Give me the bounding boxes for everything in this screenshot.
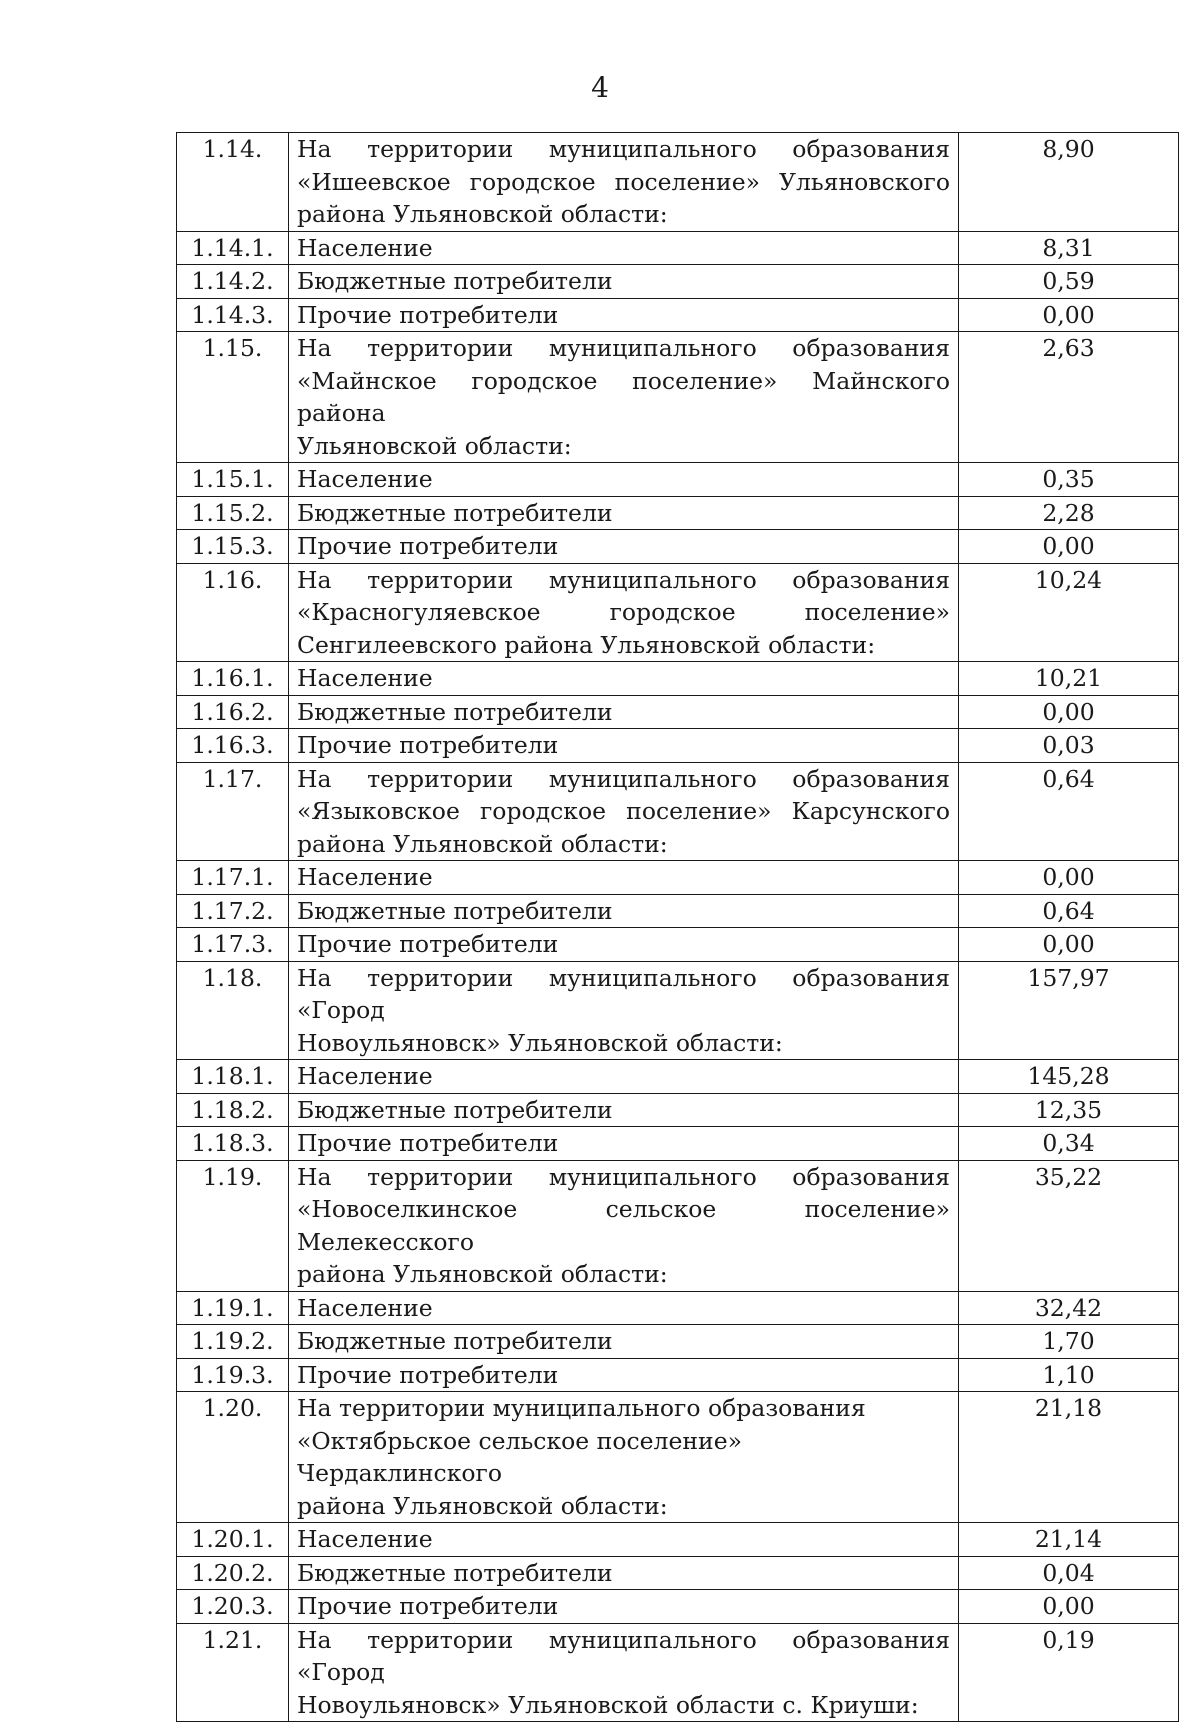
table-row — [177, 231, 1179, 265]
table-row — [177, 729, 1179, 763]
row-value: 0,00 — [959, 530, 1179, 564]
row-value: 2,63 — [959, 332, 1179, 463]
tariff-table — [176, 132, 1179, 1722]
row-description — [289, 1358, 959, 1392]
description-line: На территории муниципального образования — [297, 764, 950, 793]
row-description — [289, 265, 959, 299]
row-description — [289, 332, 959, 463]
row-number: 1.17.2. — [177, 894, 289, 928]
row-number: 1.15.1. — [177, 463, 289, 497]
description-line: Население — [297, 664, 433, 692]
row-number: 1.18. — [177, 961, 289, 1060]
description-line: На территории муниципального образования «Город — [297, 963, 950, 1024]
row-description — [289, 961, 959, 1060]
row-number: 1.19.3. — [177, 1358, 289, 1392]
table-row — [177, 1060, 1179, 1094]
row-value: 32,42 — [959, 1291, 1179, 1325]
row-value: 2,28 — [959, 496, 1179, 530]
row-number: 1.18.1. — [177, 1060, 289, 1094]
row-value: 8,90 — [959, 133, 1179, 232]
table-row — [177, 530, 1179, 564]
description-line: На территории муниципального образования — [297, 135, 950, 163]
table-row — [177, 496, 1179, 530]
row-value: 145,28 — [959, 1060, 1179, 1094]
row-description — [289, 1392, 959, 1523]
table-row — [177, 861, 1179, 895]
row-number: 1.19. — [177, 1160, 289, 1291]
description-line: «Майнское городское поселение» Майнского района — [297, 366, 950, 427]
row-description — [289, 729, 959, 763]
description-line: района Ульяновской области: — [297, 1491, 668, 1520]
description-line: Ульяновской области: — [297, 431, 572, 460]
row-description — [289, 1127, 959, 1161]
table-row — [177, 1523, 1179, 1557]
row-number: 1.18.3. — [177, 1127, 289, 1161]
row-number: 1.16. — [177, 563, 289, 662]
description-line: Бюджетные потребители — [297, 896, 613, 925]
row-number: 1.14.1. — [177, 231, 289, 265]
row-value: 0,59 — [959, 265, 1179, 299]
table-row — [177, 332, 1179, 463]
row-number: 1.18.2. — [177, 1093, 289, 1127]
table-row — [177, 563, 1179, 662]
row-description — [289, 861, 959, 895]
description-line: На территории муниципального образования — [297, 1162, 950, 1191]
row-number: 1.15.2. — [177, 496, 289, 530]
row-value: 21,18 — [959, 1392, 1179, 1523]
table-row — [177, 1291, 1179, 1325]
description-line: Новоульяновск» Ульяновской области с. Криуши: — [297, 1690, 919, 1719]
table-row — [177, 1325, 1179, 1359]
description-line: Бюджетные потребители — [297, 267, 613, 295]
table-row — [177, 265, 1179, 299]
row-description — [289, 530, 959, 564]
row-description — [289, 695, 959, 729]
row-value: 0,64 — [959, 762, 1179, 861]
row-number: 1.17. — [177, 762, 289, 861]
table-row — [177, 463, 1179, 497]
description-line: Новоульяновск» Ульяновской области: — [297, 1028, 783, 1057]
row-number: 1.20. — [177, 1392, 289, 1523]
row-value: 0,00 — [959, 298, 1179, 332]
row-value: 35,22 — [959, 1160, 1179, 1291]
row-number: 1.19.1. — [177, 1291, 289, 1325]
row-description — [289, 1556, 959, 1590]
row-number: 1.14. — [177, 133, 289, 232]
row-number: 1.20.3. — [177, 1590, 289, 1624]
row-description — [289, 1093, 959, 1127]
row-value: 0,19 — [959, 1623, 1179, 1722]
row-number: 1.14.2. — [177, 265, 289, 299]
description-line: На территории муниципального образования — [297, 1394, 866, 1422]
table-row — [177, 1127, 1179, 1161]
description-line: Бюджетные потребители — [297, 1327, 613, 1355]
row-number: 1.17.1. — [177, 861, 289, 895]
row-value: 0,00 — [959, 861, 1179, 895]
row-number: 1.16.3. — [177, 729, 289, 763]
row-value: 157,97 — [959, 961, 1179, 1060]
row-value: 12,35 — [959, 1093, 1179, 1127]
table-row — [177, 1590, 1179, 1624]
table-row — [177, 762, 1179, 861]
row-description — [289, 133, 959, 232]
row-number: 1.17.3. — [177, 928, 289, 962]
tariff-table-body — [177, 133, 1179, 1722]
row-number: 1.15. — [177, 332, 289, 463]
description-line: Прочие потребители — [297, 300, 559, 329]
description-line: Сенгилеевского района Ульяновской области: — [297, 630, 876, 659]
description-line: Прочие потребители — [297, 1129, 559, 1157]
row-description — [289, 894, 959, 928]
description-line: «Новоселкинское сельское поселение» Мелекесского — [297, 1195, 950, 1256]
row-description — [289, 563, 959, 662]
description-line: «Языковское городское поселение» Карсунского — [297, 797, 950, 825]
row-description — [289, 298, 959, 332]
description-line: Бюджетные потребители — [297, 1095, 613, 1124]
row-value: 8,31 — [959, 231, 1179, 265]
table-row — [177, 961, 1179, 1060]
table-row — [177, 1556, 1179, 1590]
description-line: Прочие потребители — [297, 532, 559, 560]
row-description — [289, 496, 959, 530]
row-value: 10,24 — [959, 563, 1179, 662]
row-value: 0,35 — [959, 463, 1179, 497]
row-description — [289, 762, 959, 861]
description-line: Население — [297, 233, 433, 262]
row-description — [289, 1160, 959, 1291]
row-number: 1.21. — [177, 1623, 289, 1722]
row-number: 1.14.3. — [177, 298, 289, 332]
description-line: «Ишеевское городское поселение» Ульяновского — [297, 167, 950, 196]
description-line: Население — [297, 1062, 433, 1090]
row-value: 0,04 — [959, 1556, 1179, 1590]
row-description — [289, 463, 959, 497]
table-row — [177, 695, 1179, 729]
table-row — [177, 1358, 1179, 1392]
row-number: 1.20.2. — [177, 1556, 289, 1590]
description-line: На территории муниципального образования — [297, 334, 950, 362]
row-description — [289, 231, 959, 265]
description-line: Прочие потребители — [297, 731, 559, 759]
table-row — [177, 1160, 1179, 1291]
table-row — [177, 928, 1179, 962]
description-line: На территории муниципального образования «Город — [297, 1625, 950, 1686]
description-line: «Октябрьское сельское поселение» Чердаклинского — [297, 1426, 743, 1487]
row-value: 0,03 — [959, 729, 1179, 763]
row-description — [289, 1623, 959, 1722]
row-number: 1.20.1. — [177, 1523, 289, 1557]
table-row — [177, 1623, 1179, 1722]
row-number: 1.19.2. — [177, 1325, 289, 1359]
row-value: 0,00 — [959, 928, 1179, 962]
table-row — [177, 662, 1179, 696]
description-line: «Красногуляевское городское поселение» — [297, 598, 950, 626]
description-line: района Ульяновской области: — [297, 829, 668, 858]
description-line: Прочие потребители — [297, 1360, 559, 1389]
description-line: Бюджетные потребители — [297, 498, 613, 527]
row-number: 1.16.2. — [177, 695, 289, 729]
description-line: Бюджетные потребители — [297, 697, 613, 726]
description-line: района Ульяновской области: — [297, 200, 668, 228]
description-line: На территории муниципального образования — [297, 565, 950, 594]
row-description — [289, 928, 959, 962]
row-value: 0,00 — [959, 1590, 1179, 1624]
table-row — [177, 1392, 1179, 1523]
description-line: Прочие потребители — [297, 930, 559, 958]
row-description — [289, 662, 959, 696]
row-description — [289, 1325, 959, 1359]
description-line: Бюджетные потребители — [297, 1558, 613, 1587]
table-row — [177, 298, 1179, 332]
row-value: 0,64 — [959, 894, 1179, 928]
description-line: района Ульяновской области: — [297, 1260, 668, 1288]
description-line: Прочие потребители — [297, 1592, 559, 1620]
table-row — [177, 894, 1179, 928]
description-line: Население — [297, 1293, 433, 1322]
table-row — [177, 1093, 1179, 1127]
table-row — [177, 133, 1179, 232]
description-line: Население — [297, 1525, 433, 1553]
row-value: 0,00 — [959, 695, 1179, 729]
row-description — [289, 1523, 959, 1557]
row-number: 1.16.1. — [177, 662, 289, 696]
description-line: Население — [297, 863, 433, 891]
row-value: 1,10 — [959, 1358, 1179, 1392]
row-description — [289, 1590, 959, 1624]
row-value: 0,34 — [959, 1127, 1179, 1161]
row-value: 21,14 — [959, 1523, 1179, 1557]
row-description — [289, 1060, 959, 1094]
page-number: 4 — [591, 71, 609, 104]
description-line: Население — [297, 465, 433, 493]
row-number: 1.15.3. — [177, 530, 289, 564]
row-description — [289, 1291, 959, 1325]
row-value: 10,21 — [959, 662, 1179, 696]
row-value: 1,70 — [959, 1325, 1179, 1359]
